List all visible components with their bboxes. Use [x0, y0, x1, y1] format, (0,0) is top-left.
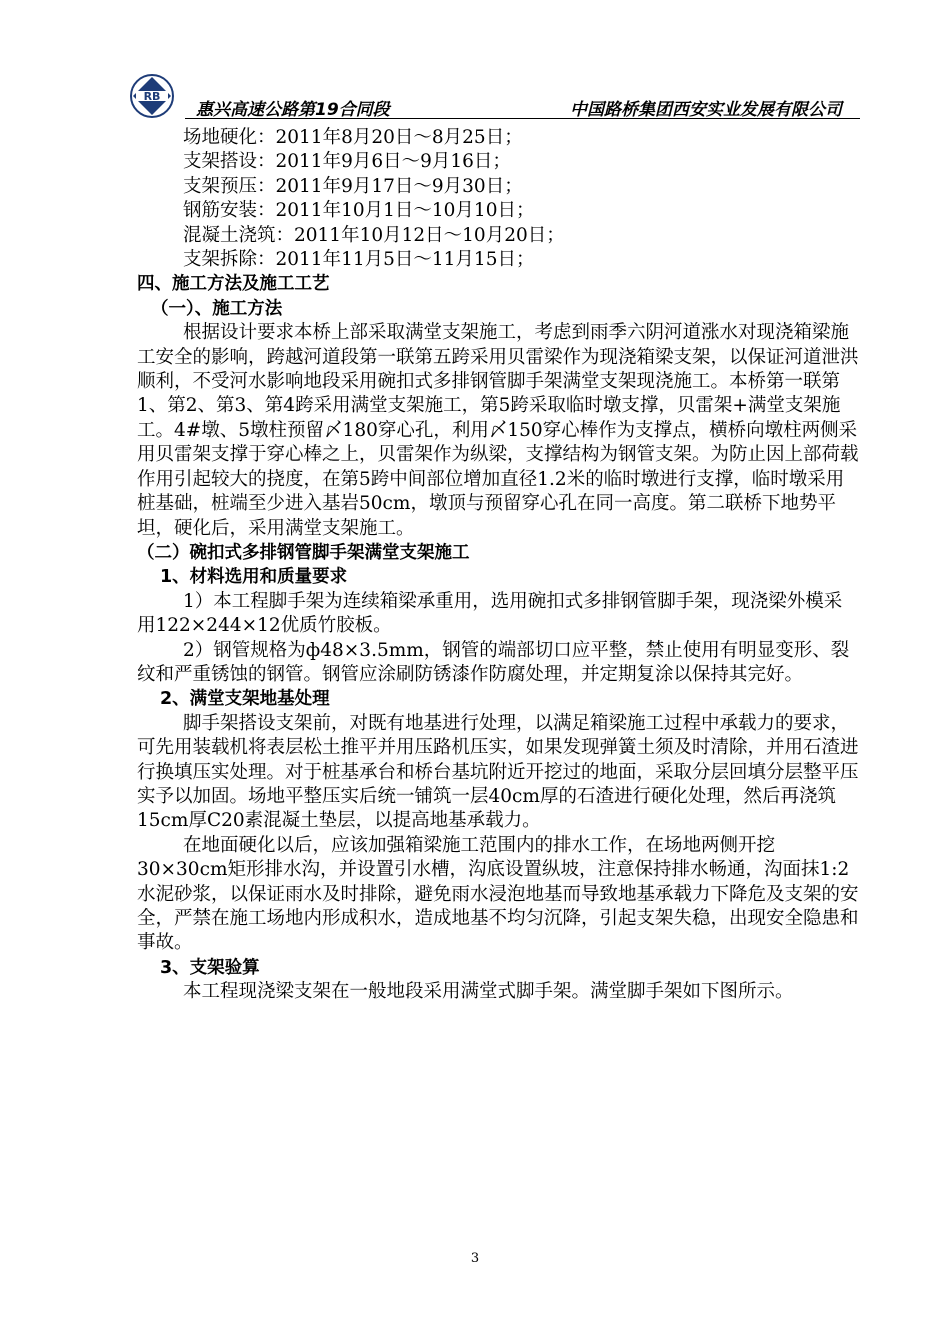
paragraph: 脚手架搭设支架前，对既有地基进行处理，以满足箱梁施工过程中承载力的要求，可先用装载机将表层松土推平并用压路机压实，如果发现弹簧土须及时清除，并用石渣进行换填压实处理。对于桩基承台和桥台基坑附近开挖过的地面，采取分层回填分层整平压实予以加固。场地平整压实后统一铺筑一层40cm厚的石渣进行硬化处理，然后再浇筑15cm厚C20素混凝土垫层，以提高地基承载力。 — [137, 712, 859, 832]
header-left-title: 惠兴高速公路第19合同段 — [196, 100, 390, 120]
paragraph: 根据设计要求本桥上部采取满堂支架施工，考虑到雨季六阴河道涨水对现浇箱梁施工安全的影响，跨越河道段第一联第五跨采用贝雷梁作为现浇箱梁支架，以保证河道泄洪顺利，不受河水影响地段采用碗扣式多排钢管脚手架满堂支架现浇施工。本桥第一联第1、第2、第3、第4跨采用满堂支架施工，第5跨采取临时墩支撑，贝雷架+满堂支架施工。4#墩、5墩柱预留〆180穿心孔，利用〆150穿心棒作为支撑点，横桥向墩柱两侧采用贝雷架支撑于穿心棒之上，贝雷架作为纵梁，支撑结构为钢管支架。为防止因上部荷载作用引起较大的挠度，在第5跨中间部位增加直径1.2米的临时墩进行支撑，临时墩采用桩基础，桩端至少进入基岩50cm，墩顶与预留穿心孔在同一高度。第二联桥下地势平坦，硬化后，采用满堂支架施工。 — [137, 322, 859, 539]
schedule-line: 支架拆除：2011年11月5日～11月15日； — [183, 249, 535, 271]
paragraph: 在地面硬化以后，应该加强箱梁施工范围内的排水工作，在场地两侧开挖30×30cm矩形排水沟，并设置引水槽，沟底设置纵坡，注意保持排水畅通，沟面抹1:2水泥砂浆，以保证雨水及时排除，避免雨水浸泡地基而导致地基承载力下降危及支架的安全，严禁在施工场地内形成积水，造成地基不均匀沉降，引起支架失稳，出现安全隐患和事故。 — [137, 834, 859, 954]
document-body — [137, 126, 859, 1005]
schedule-line: 场地硬化：2011年8月20日～8月25日； — [183, 127, 523, 148]
paragraph: 2）钢管规格为ф48×3.5mm，钢管的端部切口应平整，禁止使用有明显变形、裂纹和严重锈蚀的钢管。钢管应涂刷防锈漆作防腐处理，并定期复涂以保持其完好。 — [137, 639, 850, 685]
logo-text: RB — [143, 90, 161, 103]
header-rule — [185, 118, 860, 119]
header-right-title: 中国路桥集团西安实业发展有限公司 — [570, 100, 842, 120]
paragraph: 本工程现浇梁支架在一般地段采用满堂式脚手架。满堂脚手架如下图所示。 — [183, 981, 794, 1003]
item-heading: 1、材料选用和质量要求 — [160, 567, 348, 588]
schedule-line: 钢筋安装：2011年10月1日～10月10日； — [183, 200, 535, 222]
schedule-line: 支架预压：2011年9月17日～9月30日； — [183, 175, 523, 197]
schedule-line: 混凝土浇筑：2011年10月12日～10月20日； — [183, 224, 565, 246]
item-heading: 3、支架验算 — [160, 957, 260, 978]
schedule-line: 支架搭设：2011年9月6日～9月16日； — [183, 151, 511, 173]
item-heading: 2、满堂支架地基处理 — [160, 689, 330, 710]
section-heading: 四、施工方法及施工工艺 — [137, 274, 330, 295]
page-number: 3 — [470, 1251, 480, 1266]
page-header — [130, 72, 860, 120]
paragraph: 1）本工程脚手架为连续箱梁承重用，选用碗扣式多排钢管脚手架，现浇梁外模采用122×244×12优质竹胶板。 — [137, 590, 843, 637]
subsection-heading: （一）、施工方法 — [151, 298, 283, 319]
rb-logo-icon — [130, 72, 200, 118]
subsection-heading: （二）碗扣式多排钢管脚手架满堂支架施工 — [137, 542, 470, 563]
